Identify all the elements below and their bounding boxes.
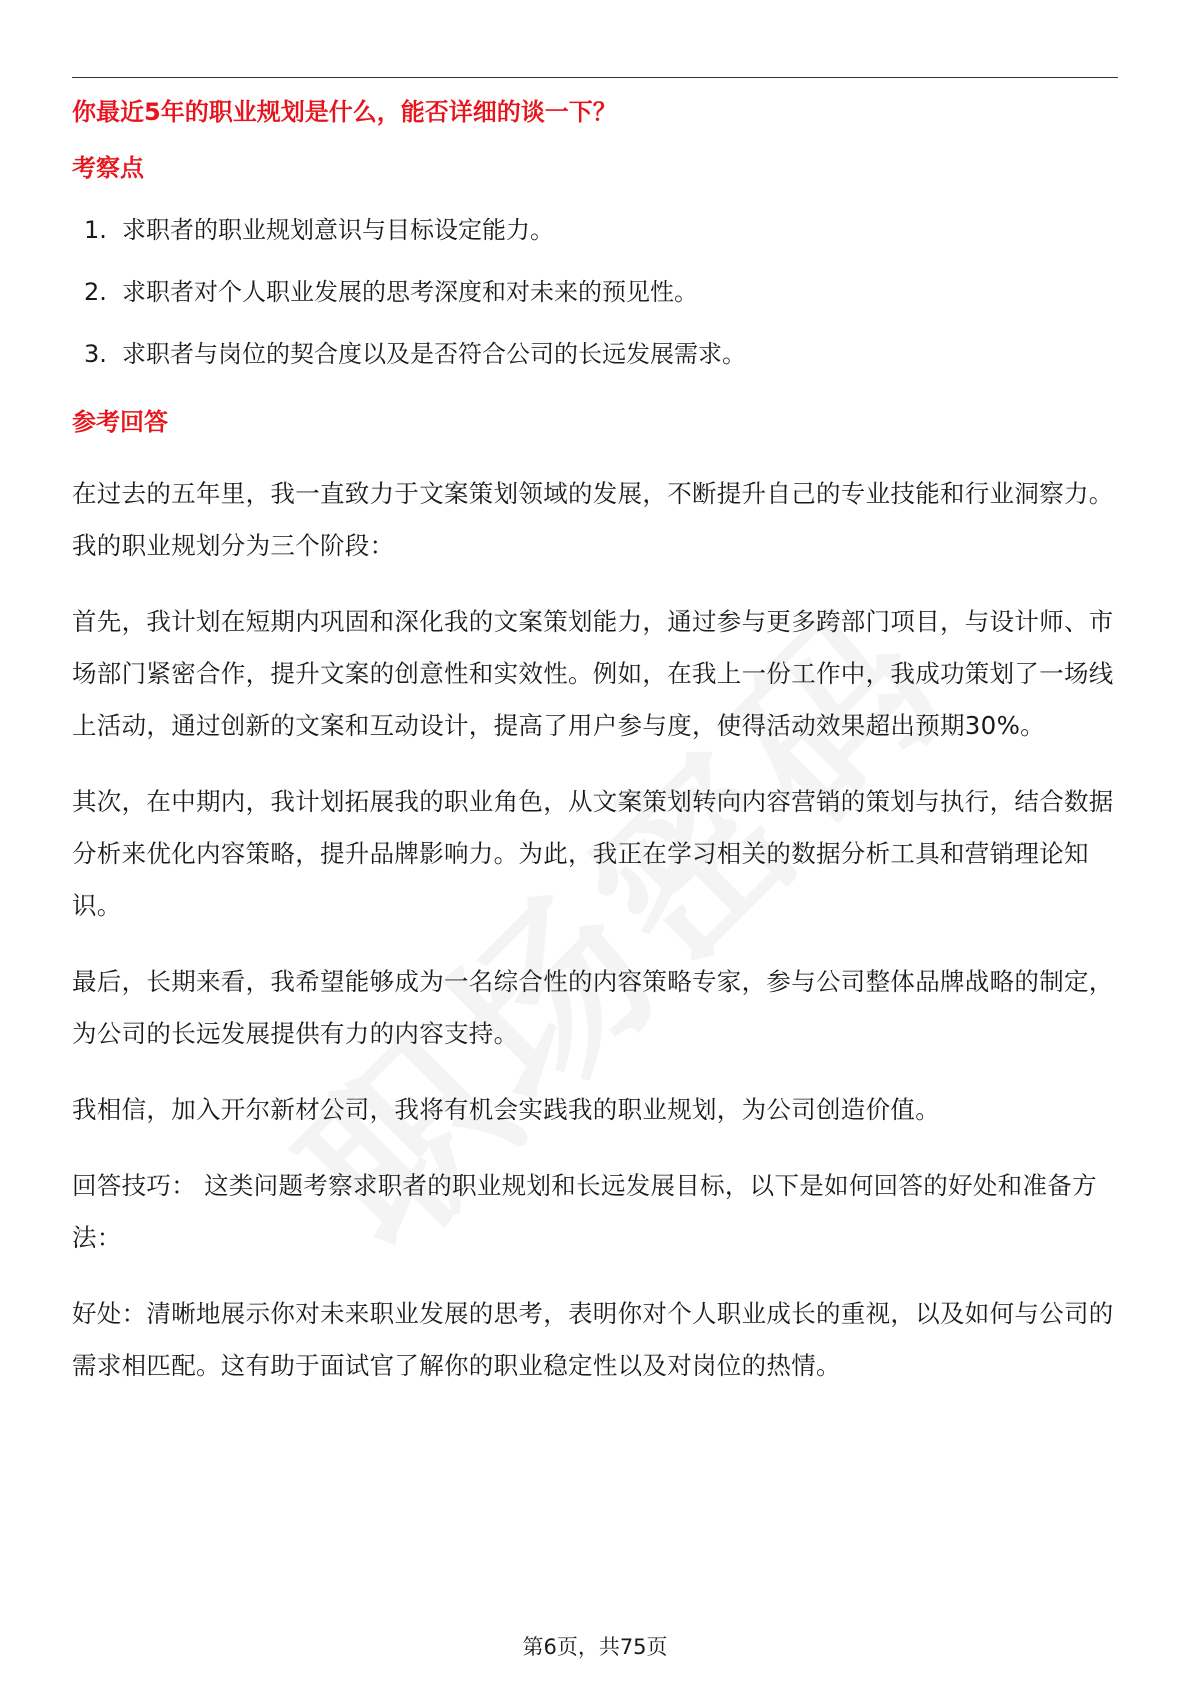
question-title: 你最近5年的职业规划是什么，能否详细的谈一下？ — [72, 98, 617, 126]
answer-heading: 参考回答 — [72, 408, 168, 436]
header-rule — [72, 77, 1118, 78]
list-item-text: 求职者对个人职业发展的思考深度和对未来的预见性。 — [122, 278, 698, 306]
page-number: 第6页，共75页 — [522, 1635, 668, 1659]
answer-paragraph: 最后，长期来看，我希望能够成为一名综合性的内容策略专家，参与公司整体品牌战略的制定，为公司的长远发展提供有力的内容支持。 — [72, 967, 1114, 1048]
tips-paragraph: 回答技巧： 这类问题考察求职者的职业规划和长远发展目标，以下是如何回答的好处和准备方法： — [72, 1171, 1097, 1252]
list-item — [72, 210, 1120, 250]
answer-paragraph: 我相信，加入开尔新材公司，我将有机会实践我的职业规划，为公司创造价值。 — [72, 1095, 940, 1124]
list-item — [72, 272, 1120, 312]
list-item — [72, 334, 1120, 374]
answer-paragraph: 在过去的五年里，我一直致力于文案策划领域的发展，不断提升自己的专业技能和行业洞察力。我的职业规划分为三个阶段： — [72, 479, 1114, 560]
answer-paragraph: 其次，在中期内，我计划拓展我的职业角色，从文案策划转向内容营销的策划与执行，结合数据分析来优化内容策略，提升品牌影响力。为此，我正在学习相关的数据分析工具和营销理论知识。 — [72, 787, 1114, 920]
benefit-paragraph: 好处：清晰地展示你对未来职业发展的思考，表明你对个人职业成长的重视，以及如何与公司的需求相匹配。这有助于面试官了解你的职业稳定性以及对岗位的热情。 — [72, 1299, 1114, 1380]
list-item-text: 求职者的职业规划意识与目标设定能力。 — [122, 216, 554, 244]
list-item-number: 2. — [84, 278, 107, 306]
assessment-list — [72, 210, 1120, 374]
list-item-number: 3. — [84, 340, 107, 368]
page-content — [72, 92, 1120, 1392]
list-item-number: 1. — [84, 216, 107, 244]
list-item-text: 求职者与岗位的契合度以及是否符合公司的长远发展需求。 — [122, 340, 746, 368]
assessment-heading: 考察点 — [72, 154, 144, 182]
answer-paragraph: 首先，我计划在短期内巩固和深化我的文案策划能力，通过参与更多跨部门项目，与设计师、市场部门紧密合作，提升文案的创意性和实效性。例如，在我上一份工作中，我成功策划了一场线上活动，通过创新的文案和互动设计，提高了用户参与度，使得活动效果超出预期30%。 — [72, 607, 1114, 740]
